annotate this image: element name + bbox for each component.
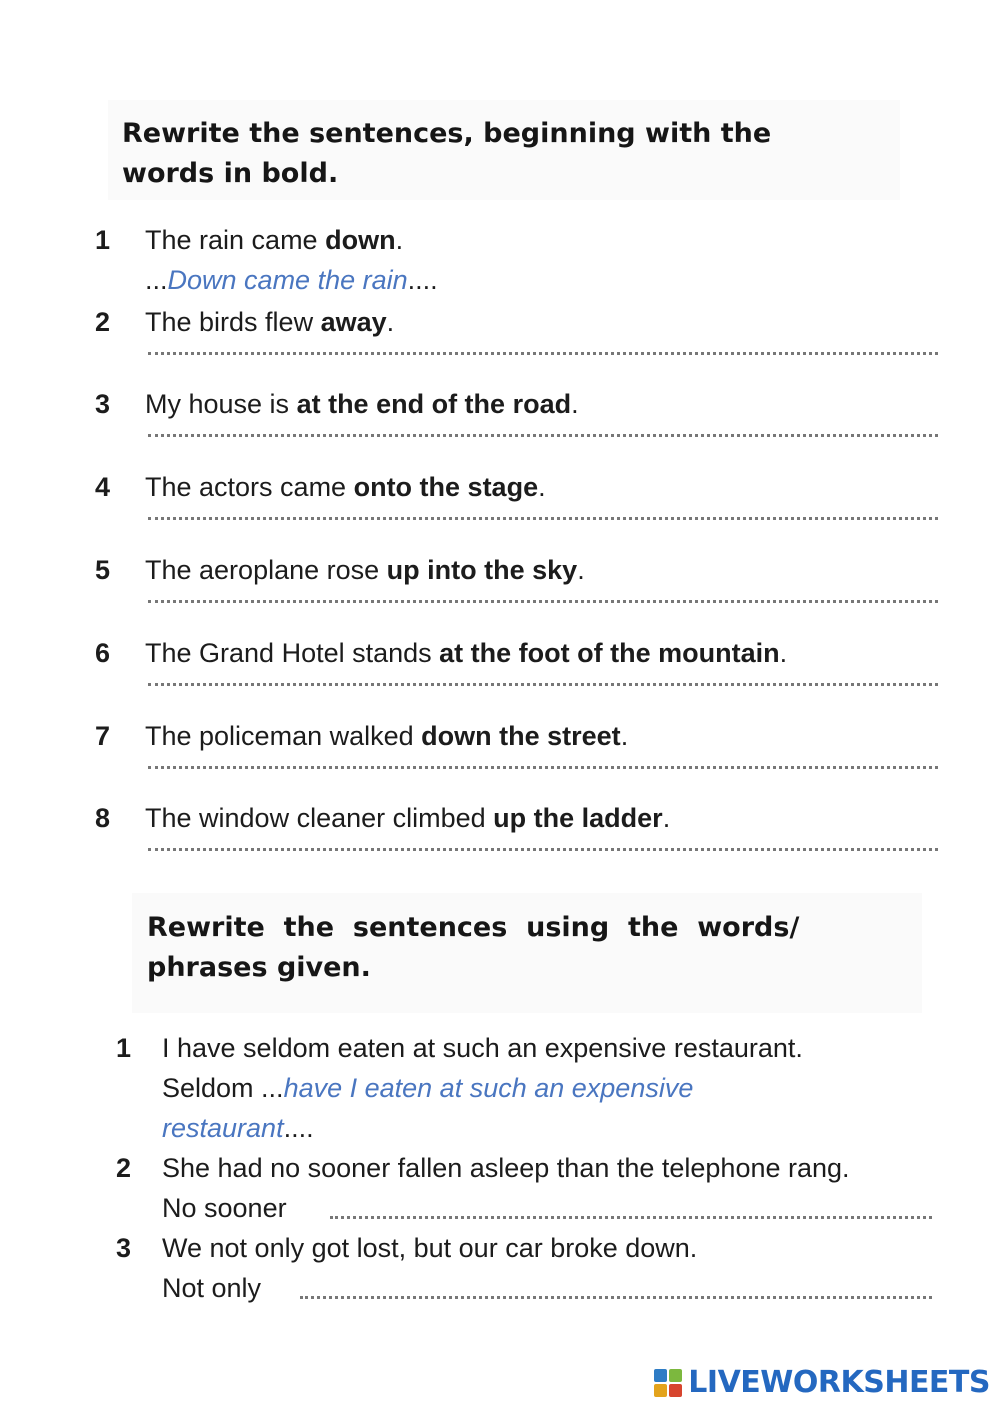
s1-sentence-bold-words: at the foot of the mountain: [439, 638, 780, 668]
s2-item-prompt: No sooner: [162, 1193, 287, 1223]
s2-item-number: 3: [116, 1233, 132, 1263]
s1-sentence-text: The policeman walked: [145, 721, 422, 751]
s1-sentence-period: .: [620, 721, 629, 751]
s1-sentence-bold-words: onto the stage: [353, 472, 539, 502]
s1-sentence-bold-words: up the ladder: [493, 803, 663, 833]
s1-sentence-period: .: [662, 803, 671, 833]
s1-item-sentence: [145, 633, 787, 673]
logo-text: LIVEWORKSHEETS: [688, 1365, 990, 1400]
s1-sentence-bold-words: up into the sky: [386, 555, 578, 585]
s1-item-sentence: [145, 550, 585, 590]
s1-sentence-period: .: [538, 472, 546, 502]
s1-answer-suffix: ....: [407, 265, 438, 295]
s2-item-sentence: She had no sooner fallen asleep than the telephone rang.: [162, 1153, 850, 1183]
s1-answer-prefix: ...: [145, 265, 168, 295]
s2-item-sentence: I have seldom eaten at such an expensive restaurant.: [162, 1033, 803, 1063]
s1-answer-line[interactable]: [148, 683, 938, 686]
s1-item-sentence: [145, 220, 403, 260]
s1-sentence-text: The aeroplane rose: [145, 555, 387, 585]
s1-sentence-bold-words: at the end of the road: [296, 389, 572, 419]
s1-sentence-period: .: [571, 389, 579, 419]
s2-item-answer-suffix: ....: [283, 1113, 314, 1143]
s1-item-number: 8: [95, 803, 111, 833]
s2-item-answer: have I eaten at such an expensive: [283, 1073, 694, 1103]
s2-item-answer-cont: restaurant: [162, 1113, 284, 1143]
s2-item-prompt: Not only: [162, 1273, 262, 1303]
s1-sentence-bold-words: down: [325, 225, 396, 255]
s1-answer-line[interactable]: [148, 848, 938, 851]
s1-sentence-period: .: [577, 555, 585, 585]
s1-item-sentence: [145, 467, 546, 507]
logo-tile: [654, 1369, 667, 1382]
s1-sentence-text: The actors came: [145, 472, 354, 502]
s2-item-sentence: We not only got lost, but our car broke down.: [162, 1233, 698, 1263]
s1-answer-line[interactable]: [148, 517, 938, 520]
s1-item-sentence: [145, 716, 628, 756]
s2-item-answer-line[interactable]: [162, 1068, 693, 1108]
section1-heading-line1: Rewrite the sentences, beginning with the: [122, 118, 772, 149]
s2-item-number: 2: [116, 1153, 132, 1183]
s1-sentence-text: The rain came: [145, 225, 326, 255]
s1-sentence-text: The window cleaner climbed: [145, 803, 494, 833]
s1-answer-line[interactable]: [148, 766, 938, 769]
s2-answer-line[interactable]: [330, 1216, 932, 1219]
s1-answer-line[interactable]: [148, 434, 938, 437]
logo-tile: [669, 1369, 682, 1382]
section1-heading-line2: words in bold.: [122, 158, 339, 189]
s2-answer-line[interactable]: [300, 1296, 932, 1299]
s1-item-number: 5: [95, 555, 111, 585]
s1-sentence-period: .: [779, 638, 788, 668]
s1-answer-line[interactable]: [148, 600, 938, 603]
section2-heading-line1: Rewrite the sentences using the words/: [147, 912, 800, 943]
logo-mark-icon: [654, 1369, 682, 1397]
s1-sentence-text: The birds flew: [145, 307, 321, 337]
s1-item-sentence: [145, 302, 394, 342]
s1-item-number: 4: [95, 472, 111, 502]
s1-item-number: 7: [95, 721, 111, 751]
logo-tile: [654, 1384, 667, 1397]
s2-item-prompt: Seldom ...: [162, 1073, 284, 1103]
section2-heading-line2: phrases given.: [147, 952, 371, 983]
s1-answer-line[interactable]: [148, 352, 938, 355]
section1-heading: [122, 114, 771, 194]
s1-item-number: 6: [95, 638, 111, 668]
s2-item-number: 1: [116, 1033, 132, 1063]
s1-item-sentence: [145, 384, 579, 424]
s1-item-number: 2: [95, 307, 111, 337]
s1-sentence-bold-words: down the street: [421, 721, 621, 751]
s1-item-number: 1: [95, 225, 111, 255]
s1-sentence-bold-words: away: [320, 307, 387, 337]
s1-answer-line[interactable]: [145, 260, 438, 300]
s1-sentence-text: The Grand Hotel stands: [145, 638, 440, 668]
liveworksheets-logo: [654, 1365, 990, 1400]
s1-item-sentence: [145, 798, 670, 838]
s1-sentence-period: .: [386, 307, 395, 337]
s1-sentence-text: My house is: [145, 389, 297, 419]
s1-item-number: 3: [95, 389, 111, 419]
section2-heading: [147, 908, 799, 988]
s1-answer: Down came the rain: [167, 265, 408, 295]
s1-sentence-period: .: [395, 225, 404, 255]
s2-item-answer-line2[interactable]: [162, 1108, 314, 1148]
logo-tile: [669, 1384, 682, 1397]
